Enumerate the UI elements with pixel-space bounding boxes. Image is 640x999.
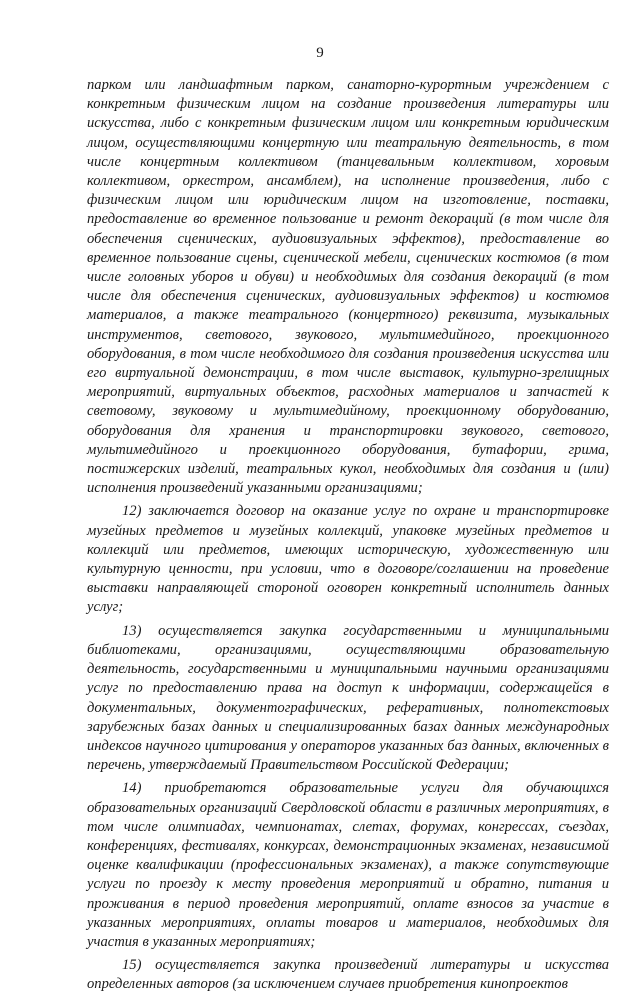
paragraph-item-13: 13) осуществляется закупка государственными и муниципальными библиотеками, организациями, осуществляющими образовательную деятельность, государственными и муниципальными научными организациями услуг по предоставлению права на доступ к информации, содержащейся в документальных, документографических, реферативных, полнотекстовых зарубежных базах данных и специализированных базах данных международных индексов научного цитирования у операторов указанных баз данных, включенных в перечень, утверждаемый Правительством Российской Федерации;: [87, 622, 609, 774]
page-number: 9: [316, 45, 324, 61]
paragraph-item-15: 15) осуществляется закупка произведений литературы и искусства определенных авторов (за исключением случаев приобретения кинопроектов: [87, 957, 609, 993]
document-body: [87, 76, 609, 999]
paragraph-continuation: парком или ландшафтным парком, санаторно-курортным учреждением с конкретным физическим лицом на создание произведения литературы или искусства, либо с конкретным физическим лицом или конкретным юридическим лицом, осуществляющими концертную или театральную деятельность, в том числе концертным коллективом (танцевальным коллективом, хоровым коллективом, оркестром, ансамблем), на исполнение произведения, либо с физическим лицом или юридическим лицом на изготовление, поставки, предоставление во временное пользование и ремонт декораций (в том числе для обеспечения сценических, аудиовизуальных эффектов), предоставление во временное пользование сцены, сценической мебели, сценических костюмов (в том числе головных уборов и обуви) и необходимых для создания декораций (в том числе для обеспечения сценических, аудиовизуальных эффектов) и костюмов материалов, а также театрального (концертного) реквизита, музыкальных инструментов, светового, звукового, мультимедийного, проекционного оборудования, в том числе необходимого для создания произведения искусства или его виртуальной демонстрации, в том числе выставок, культурно-зрелищных мероприятий, виртуальных объектов, расходных материалов и запчастей к световому, звуковому и мультимедийному, проекционному оборудованию, оборудования для хранения и транспортировки звукового, светового, мультимедийного и проекционного оборудования, бутафории, грима, постижерских изделий, театральных кукол, необходимых для создания и (или) исполнения произведений указанными организациями;: [87, 77, 609, 497]
paragraph-item-12: 12) заключается договор на оказание услуг по охране и транспортировке музейных предметов и музейных коллекций, упаковке музейных предметов и коллекций или предметов, имеющих историческую, художественную или культурную ценности, при условии, что в договоре/соглашении на проведение выставки направляющей стороной оговорен конкретный исполнитель данных услуг;: [87, 503, 609, 616]
paragraph-item-14: 14) приобретаются образовательные услуги для обучающихся образовательных организаций Свердловской области в различных мероприятиях, в том числе олимпиадах, чемпионатах, слетах, форумах, конгрессах, съездах, конференциях, фестивалях, конкурсах, демонстрационных экзаменах, независимой оценке квалификации (профессиональных экзаменах), а также сопутствующие услуги по проезду к месту проведения мероприятий и обратно, питания и проживания в период проведения мероприятий, оплате взносов за участие в указанных мероприятиях, оплаты товаров и материалов, необходимых для участия в указанных мероприятиях;: [87, 780, 609, 950]
